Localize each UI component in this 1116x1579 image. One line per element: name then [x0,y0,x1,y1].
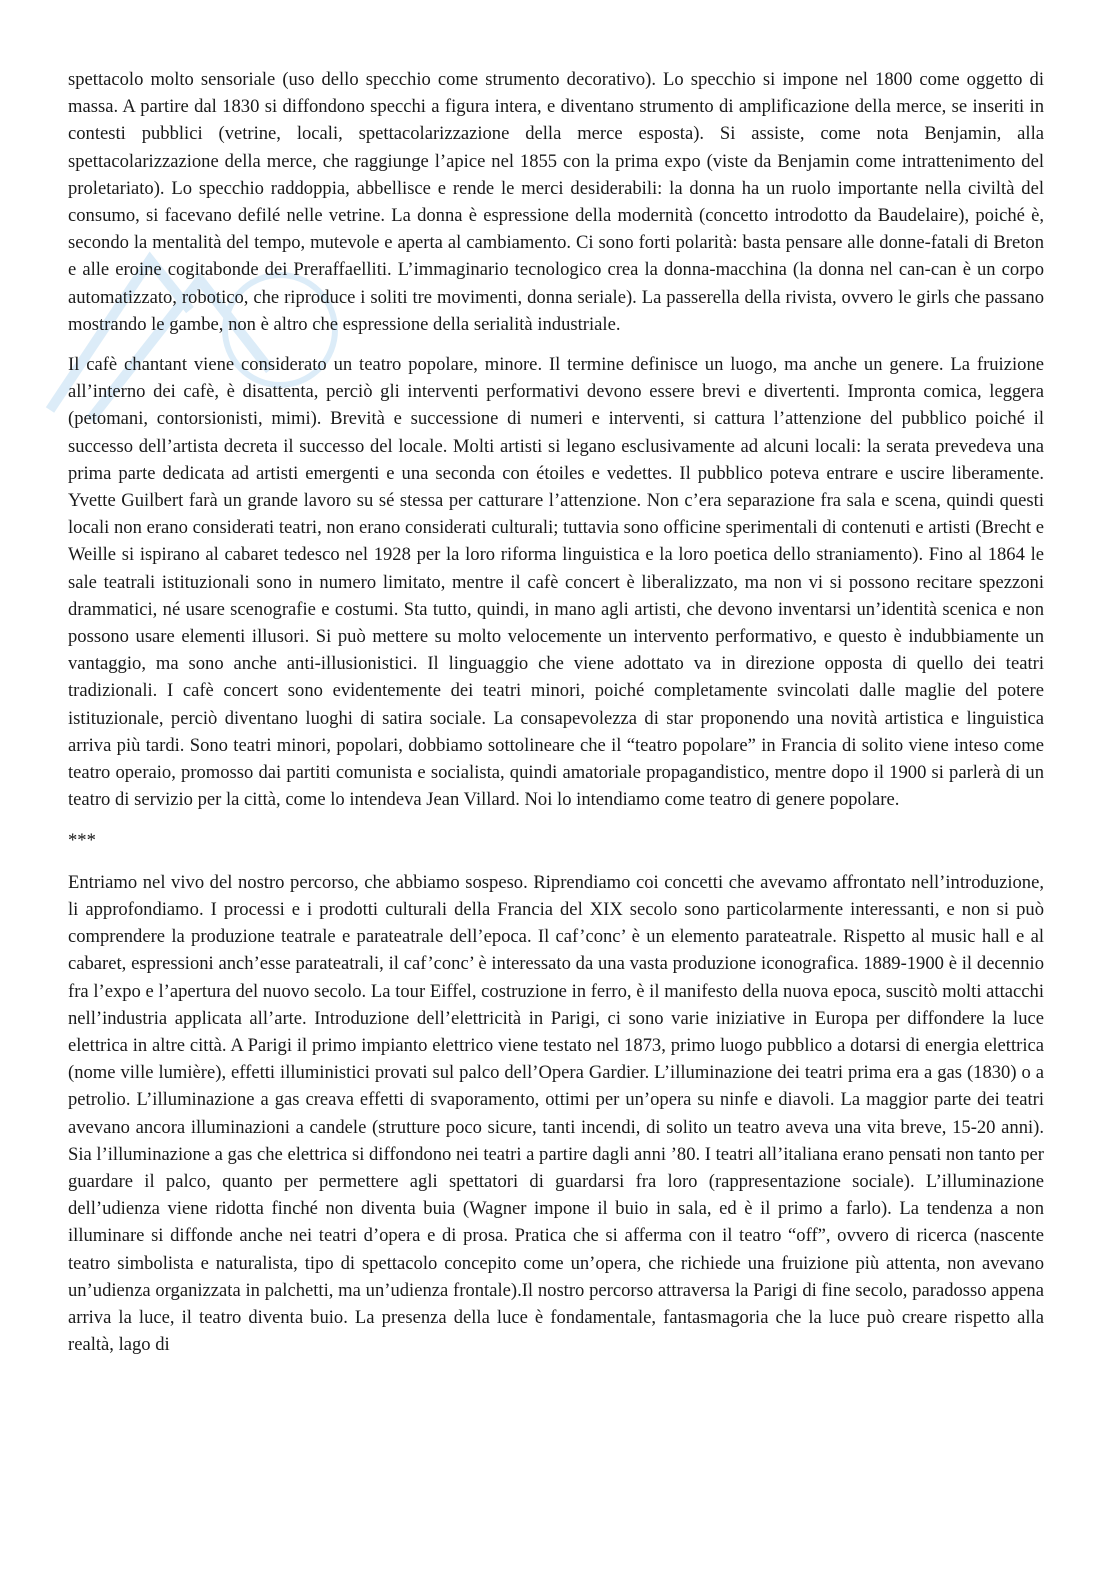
paragraph: Il cafè chantant viene considerato un teatro popolare, minore. Il termine definisce un luogo, ma anche un genere. La fruizione all’interno dei cafè, è disattenta, perciò gli interventi performativi devono essere brevi e divertenti. Impronta comica, leggera (petomani, contorsionisti, mimi). Brevità e successione di numeri e interventi, si cattura l’attenzione del pubblico poiché il successo dell’artista decreta il successo del locale. Molti artisti si legano esclusivamente ad alcuni locali: la serata prevedeva una prima parte dedicata ad artisti emergenti e una seconda con étoiles e vedettes. Il pubblico poteva entrare e uscire liberamente. Yvette Guilbert farà un grande lavoro su sé stessa per catturare l’attenzione. Non c’era separazione fra sala e scena, quindi questi locali non erano considerati teatri, non erano considerati culturali; tuttavia sono officine sperimentali di contenuti e artisti (Brecht e Weille si ispirano al cabaret tedesco nel 1928 per la loro riforma linguistica e la loro poetica dello straniamento). Fino al 1864 le sale teatrali istituzionali sono in numero limitato, mentre il cafè concert è liberalizzato, ma non vi si possono recitare spezzoni drammatici, né usare scenografie e costumi. Sta tutto, quindi, in mano agli artisti, che devono inventarsi un’identità scenica e non possono usare elementi illusori. Si può mettere su molto velocemente un intervento performativo, e questo è indubbiamente un vantaggio, ma sono anche anti-illusionistici. Il linguaggio che viene adottato va in direzione opposta di quello dei teatri tradizionali. I cafè concert sono evidentemente dei teatri minori, poiché completamente svincolati dalle maglie del potere istituzionale, perciò diventano luoghi di satira sociale. La consapevolezza di star proponendo una novità artistica e linguistica arriva più tardi. Sono teatri minori, popolari, dobbiamo sottolineare che il “teatro popolare” in Francia di solito viene inteso come teatro operaio, promosso dai partiti comunista e socialista, quindi amatoriale propagandistico, mentre dopo il 1900 si parlerà di un teatro di servizio per la città, come lo intendeva Jean Villard. Noi lo intendiamo come teatro di genere popolare. [68,354,1044,811]
paragraph: Entriamo nel vivo del nostro percorso, che abbiamo sospeso. Riprendiamo coi concetti che avevamo affrontato nell’introduzione, li approfondiamo. I processi e i prodotti culturali della Francia del XIX secolo sono particolarmente interessanti, e non si può comprendere la produzione teatrale e parateatrale dell’epoca. Il caf’conc’ è un elemento parateatrale. Rispetto al music hall e al cabaret, espressioni anch’esse parateatrali, il caf’conc’ è interessato da una vasta produzione iconografica. 1889-1900 è il decennio fra l’expo e l’apertura del nuovo secolo. La tour Eiffel, costruzione in ferro, è il manifesto della nuova epoca, suscitò molti attacchi nell’industria applicata all’arte. Introduzione dell’elettricità in Parigi, ci sono varie iniziative in Europa per diffondere la luce elettrica in altre città. A Parigi il primo impianto elettrico viene testato nel 1873, primo luogo pubblico a dotarsi di energia elettrica (nome ville lumière), effetti illuministici provati sul palco dell’Opera Gardier. L’illuminazione dei teatri prima era a gas (1830) o a petrolio. L’illuminazione a gas creava effetti di svaporamento, ottimi per un’opera su ninfe e diavoli. La maggior parte dei teatri avevano ancora illuminazioni a candele (strutture poco sicure, tanti incendi, di solito un teatro aveva una vita breve, 15-20 anni). Sia l’illuminazione a gas che elettrica si diffondono nei teatri a partire dagli anni ’80. I teatri all’italiana erano pensati non tanto per guardare il palco, quanto per permettere agli spettatori di guardarsi fra loro (rappresentazione sociale). L’illuminazione dell’udienza viene ridotta finché non diventa buia (Wagner impone il buio in sala, ed è il primo a farlo). La tendenza a non illuminare si diffonde anche nei teatri d’opera e di prosa. Pratica che si afferma con il teatro “off”, ovvero di ricerca (nascente teatro simbolista e naturalista, tipo di spettacolo concepito come un’opera, che richiede una fruizione più attenta, non avevano un’udienza organizzata in palchetti, ma un’udienza frontale).Il nostro percorso attraversa la Parigi di fine secolo, paradosso appena arriva la luce, il teatro diventa buio. La presenza della luce è fondamentale, fantasmagoria che la luce può creare rispetto alla realtà, lago di [68,871,1044,1356]
document-page [68,66,1044,1358]
section-separator: *** [68,830,96,852]
paragraph: spettacolo molto sensoriale (uso dello specchio come strumento decorativo). Lo specchio si impone nel 1800 come oggetto di massa. A partire dal 1830 si diffondono specchi a figura intera, e diventano strumento di amplificazione della merce, se inseriti in contesti pubblici (vetrine, locali, spettacolarizzazione della merce esposta). Si assiste, come nota Benjamin, alla spettacolarizzazione della merce, che raggiunge l’apice nel 1855 con la prima expo (viste da Benjamin come intrattenimento del proletariato). Lo specchio raddoppia, abbellisce e rende le merci desiderabili: la donna ha un ruolo importante nella civiltà del consumo, si facevano defilé nelle vetrine. La donna è espressione della modernità (concetto introdotto da Baudelaire), poiché è, secondo la mentalità del tempo, mutevole e aperta al cambiamento. Ci sono forti polarità: basta pensare alle donne-fatali di Breton e alle eroine cogitabonde dei Preraffaelliti. L’immaginario tecnologico crea la donna-macchina (la donna nel can-can è un corpo automatizzato, robotico, che riproduce i soliti tre movimenti, donna seriale). La passerella della rivista, ovvero le girls che passano mostrando le gambe, non è altro che espressione della serialità industriale. [68,69,1044,335]
